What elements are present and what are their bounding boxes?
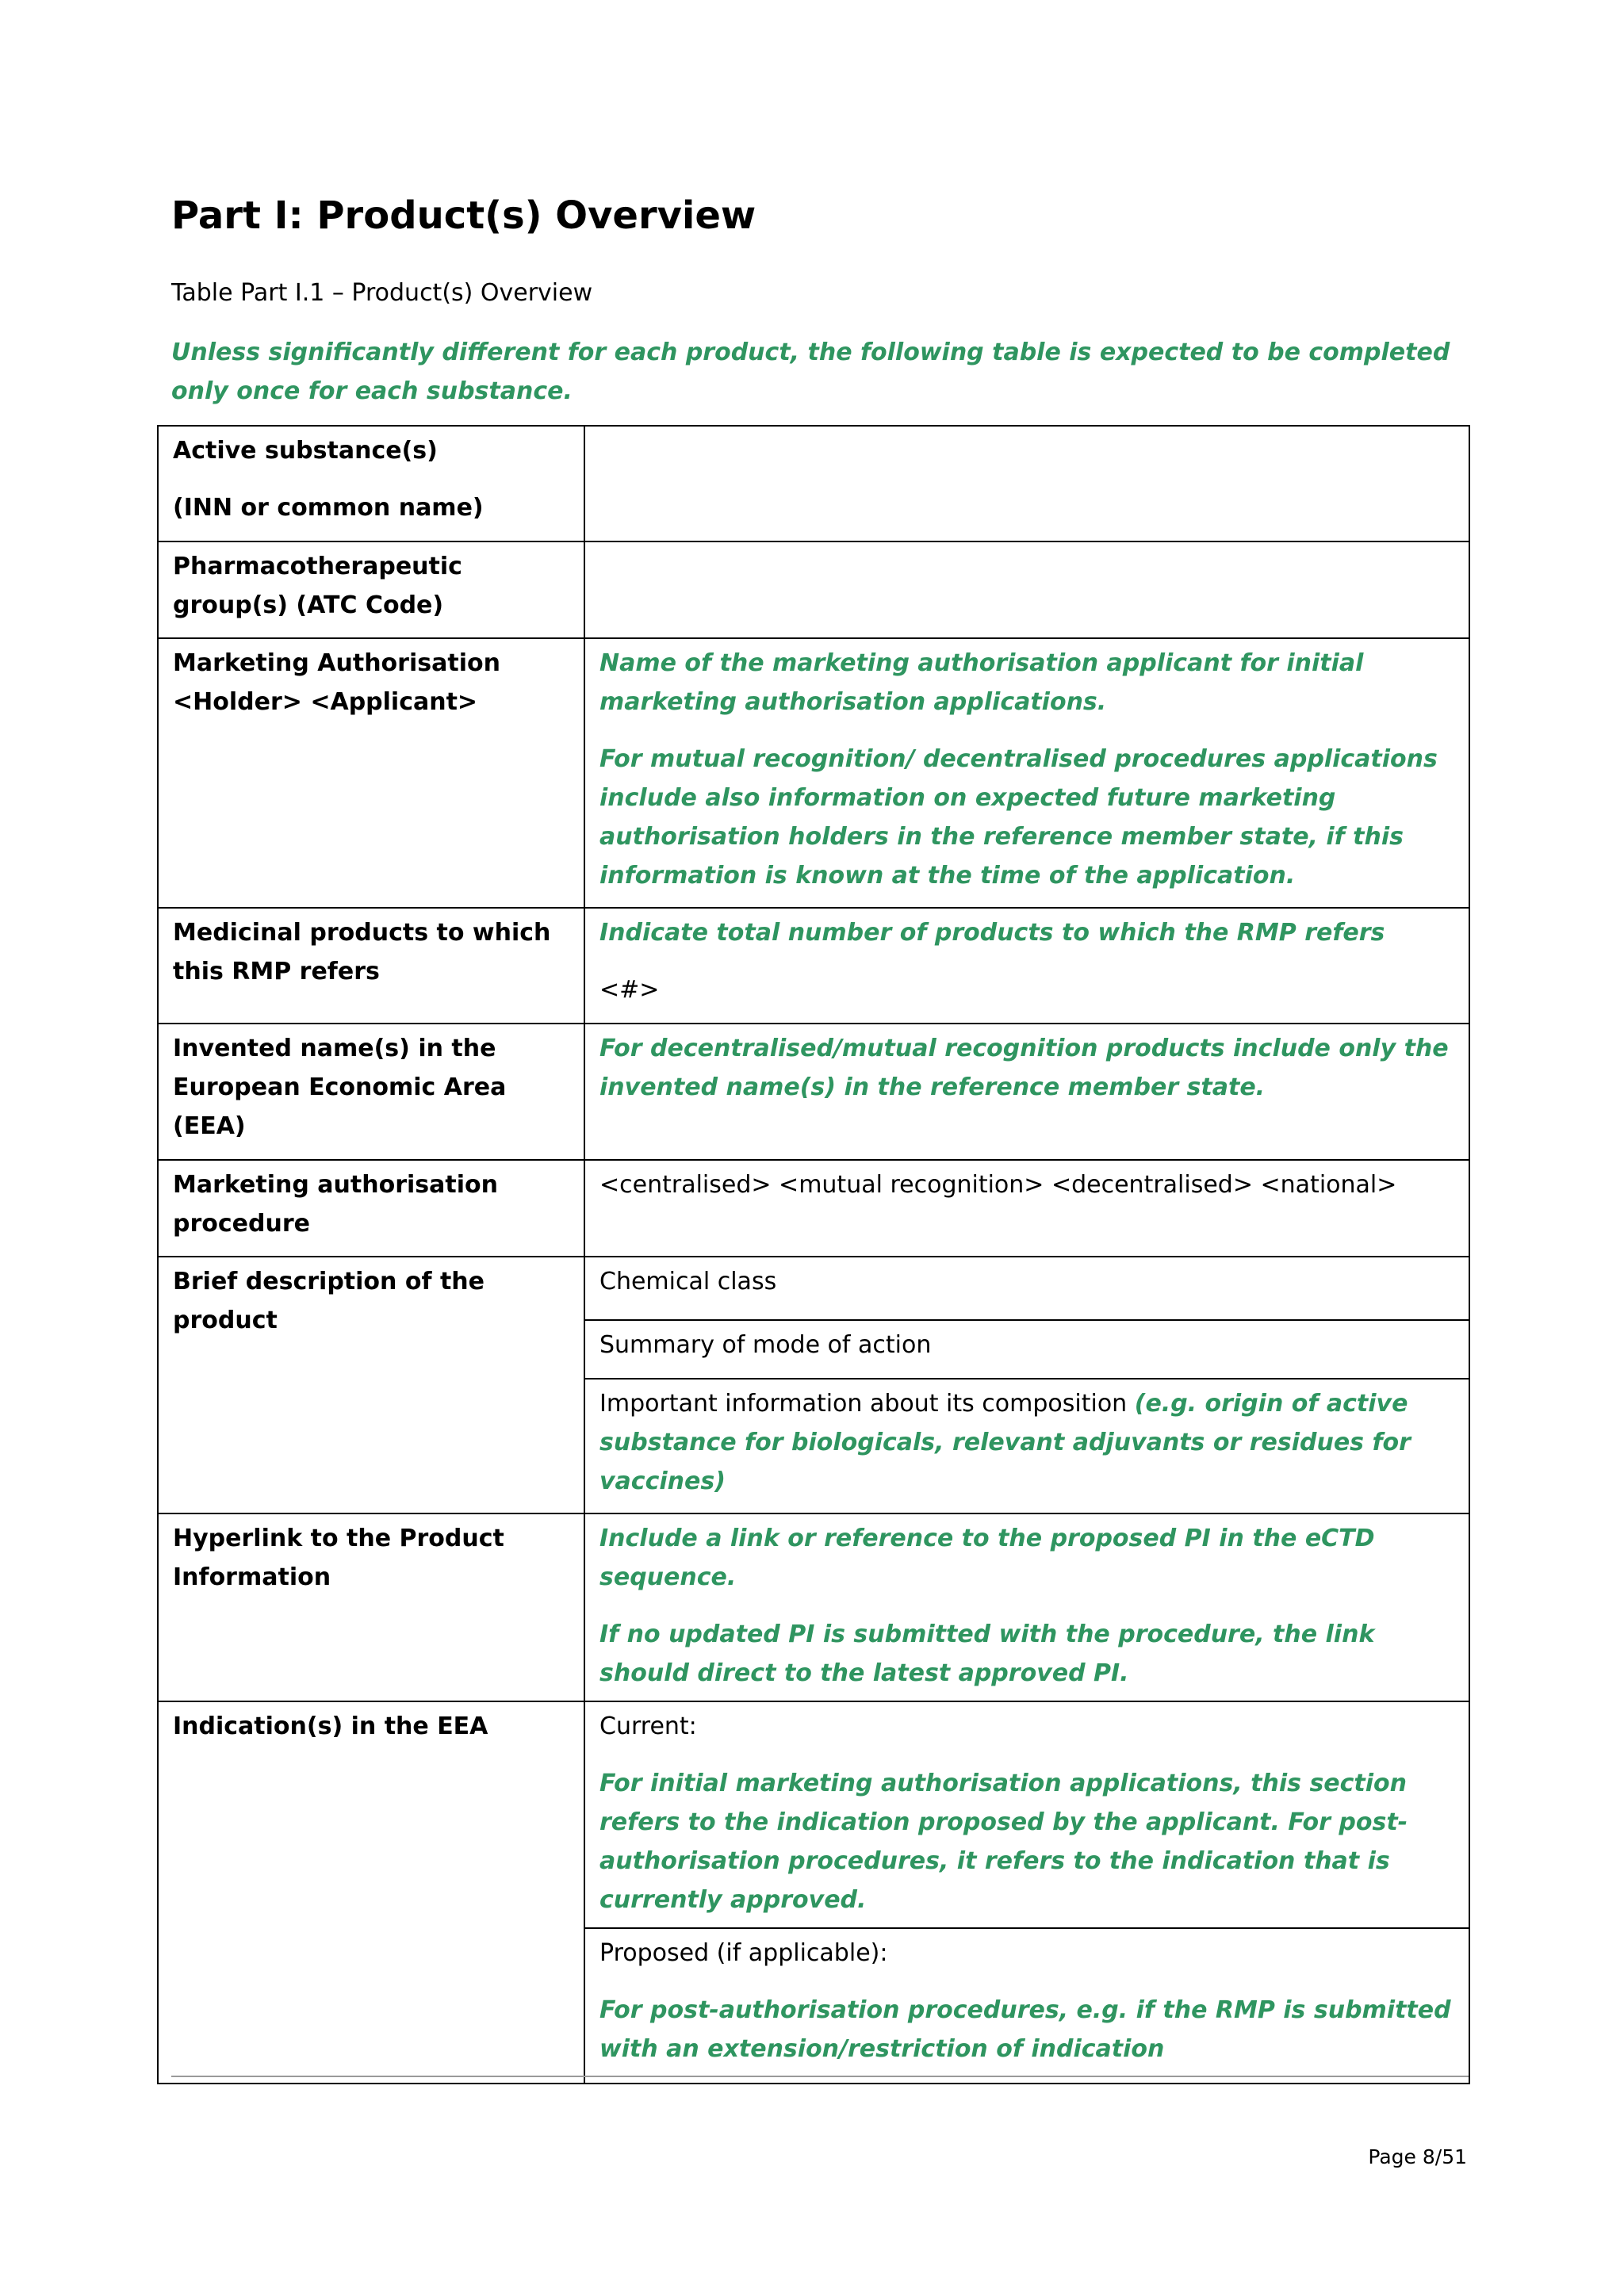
guidance-note: Include a link or reference to the proposed PI in the eCTD sequence.: [599, 1525, 1375, 1591]
table-row-ma-holder: [158, 638, 1469, 908]
table-row-indications: [158, 1701, 1469, 1928]
row-label-ma-holder: Marketing Authorisation <Holder> <Applicant>: [158, 638, 584, 908]
value-cell-medicinal-products: [584, 908, 1469, 1024]
value-cell-ma-procedure: <centralised> <mutual recognition> <decentralised> <national>: [584, 1160, 1469, 1257]
value-cell-hyperlink: [584, 1513, 1469, 1701]
guidance-note: For mutual recognition/ decentralised procedures applications include also information on expected future marketing authorisation holders in the reference member state, if this information is known at the time of the application.: [599, 745, 1438, 890]
row-label-indications: Indication(s) in the EEA: [158, 1701, 584, 2084]
value-cell-mode-of-action: Summary of mode of action: [584, 1320, 1469, 1379]
label-line-1: Active substance(s): [173, 437, 438, 465]
table-row-pharmacotherapeutic: [158, 541, 1469, 638]
row-label-brief-description: Brief description of the product: [158, 1257, 584, 1513]
product-overview-table: [157, 425, 1470, 2084]
guidance-note: For post-authorisation procedures, e.g. if the RMP is submitted with an extension/restriction of indication: [599, 1996, 1451, 2063]
value-cell-invented-names: [584, 1024, 1469, 1160]
table-row-hyperlink: [158, 1513, 1469, 1701]
table-row-active-substance: [158, 426, 1469, 541]
row-label-hyperlink: Hyperlink to the Product Information: [158, 1513, 584, 1701]
composition-text: Important information about its composition: [599, 1390, 1128, 1418]
label-line-2: (INN or common name): [173, 494, 484, 522]
guidance-note: For decentralised/mutual recognition products include only the invented name(s) in the reference member state.: [599, 1035, 1449, 1101]
value-cell-ma-holder: [584, 638, 1469, 908]
value-cell-active-substance: [584, 426, 1469, 541]
guidance-note: (e.g. origin of active substance for biologicals, relevant adjuvants or residues for vaccines): [599, 1390, 1411, 1495]
table-row-brief-description: [158, 1257, 1469, 1320]
row-label-medicinal-products: Medicinal products to which this RMP refers: [158, 908, 584, 1024]
product-count-placeholder: <#>: [599, 976, 660, 1004]
row-label-active-substance: [158, 426, 584, 541]
value-cell-pharmacotherapeutic: [584, 541, 1469, 638]
guidance-note: For initial marketing authorisation applications, this section refers to the indication proposed by the applicant. For post-authorisation procedures, it refers to the indication that is currently approved.: [599, 1770, 1408, 1914]
page-title: Part I: Product(s) Overview: [171, 193, 756, 238]
table-row-medicinal-products: [158, 908, 1469, 1024]
table-row-invented-names: [158, 1024, 1469, 1160]
row-label-ma-procedure: Marketing authorisation procedure: [158, 1160, 584, 1257]
intro-guidance-note: Unless significantly different for each product, the following table is expected to be completed only once for each substance.: [171, 339, 1450, 405]
value-cell-indications-current: [584, 1701, 1469, 1928]
footer-divider: [171, 2076, 1469, 2077]
value-cell-chemical-class: Chemical class: [584, 1257, 1469, 1320]
current-label: Current:: [599, 1712, 697, 1740]
value-cell-indications-proposed: [584, 1928, 1469, 2084]
value-cell-composition: [584, 1379, 1469, 1513]
guidance-note: If no updated PI is submitted with the procedure, the link should direct to the latest approved PI.: [599, 1621, 1375, 1687]
row-label-pharmacotherapeutic: Pharmacotherapeutic group(s) (ATC Code): [158, 541, 584, 638]
guidance-note: Name of the marketing authorisation applicant for initial marketing authorisation applications.: [599, 649, 1364, 716]
table-row-ma-procedure: [158, 1160, 1469, 1257]
row-label-invented-names: Invented name(s) in the European Economic Area (EEA): [158, 1024, 584, 1160]
proposed-label: Proposed (if applicable):: [599, 1939, 888, 1967]
guidance-note: Indicate total number of products to which the RMP refers: [599, 919, 1385, 947]
page-number: Page 8/51: [1368, 2145, 1467, 2168]
table-caption: Table Part I.1 – Product(s) Overview: [171, 279, 593, 307]
